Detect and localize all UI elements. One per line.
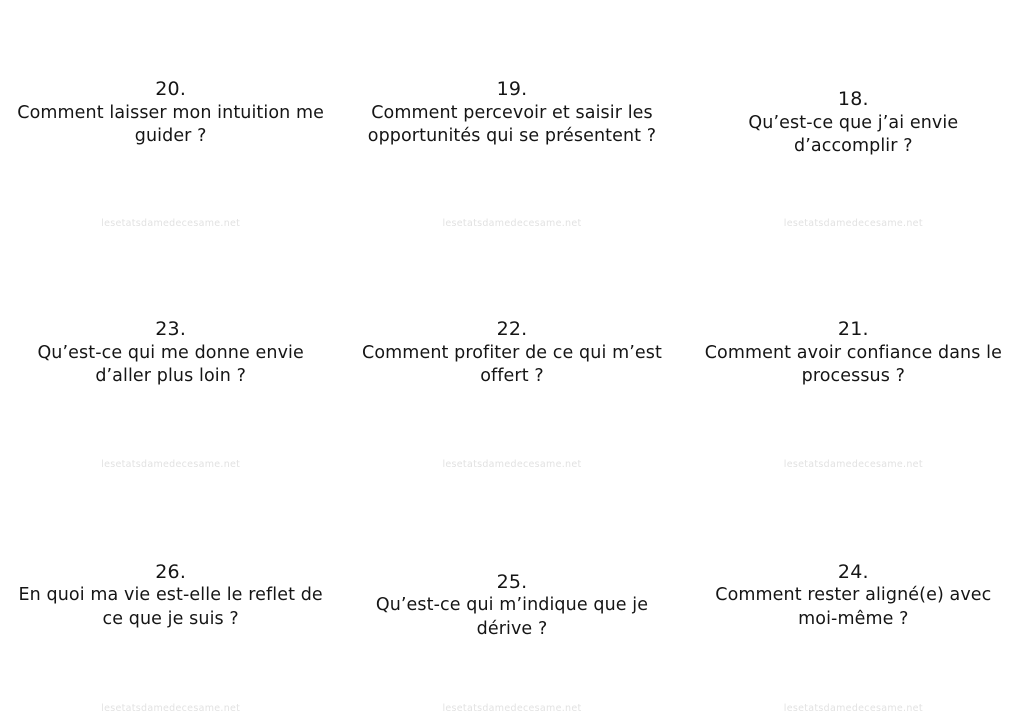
card-question-text: Comment laisser mon intuition me guider ? xyxy=(17,102,325,146)
watermark: lesetatsdamedecesame.net xyxy=(442,459,582,471)
card-content xyxy=(14,78,327,148)
question-card xyxy=(0,483,341,724)
watermark: lesetatsdamedecesame.net xyxy=(442,702,582,714)
watermark: lesetatsdamedecesame.net xyxy=(101,702,241,714)
card-question-text: Comment avoir confiance dans le processus ? xyxy=(704,343,1002,387)
watermark: lesetatsdamedecesame.net xyxy=(101,218,241,229)
card-question-text: Qu’est-ce que j’ai envie d’accomplir ? xyxy=(748,112,959,156)
watermark: lesetatsdamedecesame.net xyxy=(783,459,923,471)
question-card xyxy=(341,483,682,724)
card-number: 21. xyxy=(837,318,869,341)
card-content xyxy=(14,318,327,388)
card-content xyxy=(355,318,668,388)
card-content xyxy=(355,571,668,641)
card-question-text: Comment percevoir et saisir les opportunités qui se présentent ? xyxy=(367,102,657,146)
card-number: 26. xyxy=(155,560,187,583)
question-card xyxy=(341,241,682,482)
card-question-text: Qu’est-ce qui me donne envie d’aller plus loin ? xyxy=(37,343,304,387)
card-number: 18. xyxy=(837,88,869,110)
card-question-text: Comment profiter de ce qui m’est offert ? xyxy=(362,343,662,387)
card-content xyxy=(697,561,1010,631)
card-number: 20. xyxy=(155,78,187,100)
card-question-text: Comment rester aligné(e) avec moi-même ? xyxy=(715,585,992,629)
card-content xyxy=(355,78,668,148)
card-number: 24. xyxy=(837,560,869,583)
card-number: 23. xyxy=(155,318,187,341)
question-card xyxy=(0,241,341,482)
watermark: lesetatsdamedecesame.net xyxy=(101,459,241,471)
card-question-text: En quoi ma vie est-elle le reflet de ce que je suis ? xyxy=(18,585,323,629)
card-content xyxy=(14,561,327,631)
card-content xyxy=(697,318,1010,388)
question-card xyxy=(683,241,1024,482)
question-card xyxy=(683,483,1024,724)
card-number: 22. xyxy=(496,318,528,341)
question-card xyxy=(341,0,682,241)
question-card xyxy=(683,0,1024,241)
card-number: 25. xyxy=(496,570,528,593)
card-question-text: Qu’est-ce qui m’indique que je dérive ? xyxy=(375,595,649,639)
card-content xyxy=(697,88,1010,158)
watermark: lesetatsdamedecesame.net xyxy=(442,218,582,229)
watermark: lesetatsdamedecesame.net xyxy=(783,702,923,714)
watermark: lesetatsdamedecesame.net xyxy=(783,218,923,229)
question-card xyxy=(0,0,341,241)
card-number: 19. xyxy=(496,78,528,100)
